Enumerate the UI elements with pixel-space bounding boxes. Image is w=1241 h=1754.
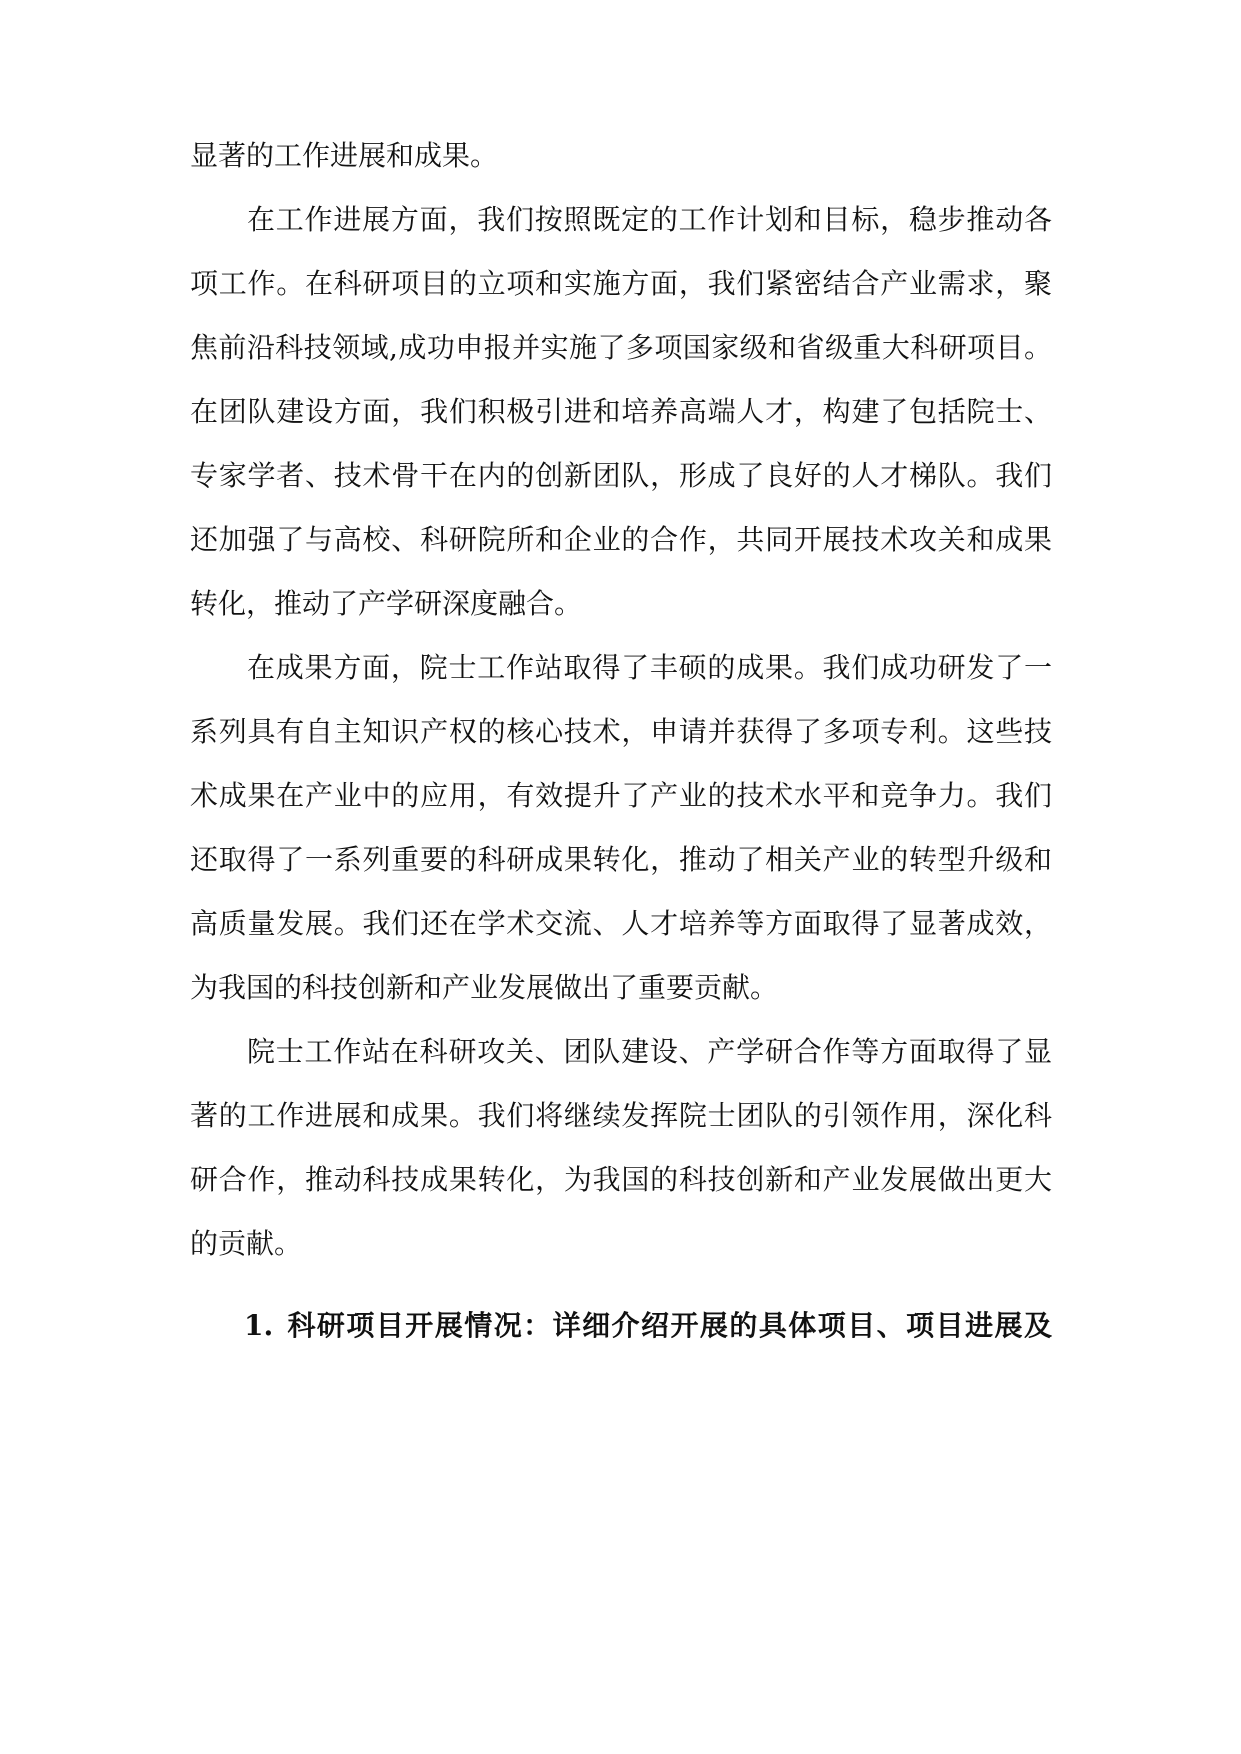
section-heading-text: 科研项目开展情况：详细介绍开展的具体项目、项目进展及 — [286, 1309, 1052, 1342]
paragraph-line: 的贡献。 — [190, 1227, 303, 1260]
paragraph-line: 还取得了一系列重要的科研成果转化，推动了相关产业的转型升级和 — [190, 843, 1052, 876]
paragraph-line: 专家学者、技术骨干在内的创新团队，形成了良好的人才梯队。我们 — [190, 459, 1052, 492]
paragraph-line: 在成果方面，院士工作站取得了丰硕的成果。我们成功研发了一 — [247, 651, 1052, 684]
paragraph-line: 术成果在产业中的应用，有效提升了产业的技术水平和竞争力。我们 — [190, 779, 1052, 812]
paragraph-line: 研合作，推动科技成果转化，为我国的科技创新和产业发展做出更大 — [190, 1163, 1052, 1196]
paragraph-line: 系列具有自主知识产权的核心技术，申请并获得了多项专利。这些技 — [190, 715, 1052, 748]
paragraph-line: 院士工作站在科研攻关、团队建设、产学研合作等方面取得了显 — [247, 1035, 1052, 1068]
paragraph-line: 著的工作进展和成果。我们将继续发挥院士团队的引领作用，深化科 — [190, 1099, 1052, 1132]
paragraph-line: 显著的工作进展和成果。 — [190, 139, 499, 172]
section-heading-number: 1. — [244, 1309, 274, 1342]
paragraph-line: 焦前沿科技领域,成功申报并实施了多项国家级和省级重大科研项目。 — [190, 331, 1052, 364]
paragraph-line: 高质量发展。我们还在学术交流、人才培养等方面取得了显著成效， — [190, 907, 1052, 940]
paragraph-line: 转化，推动了产学研深度融合。 — [190, 587, 583, 620]
paragraph-line: 还加强了与高校、科研院所和企业的合作，共同开展技术攻关和成果 — [190, 523, 1052, 556]
paragraph-line: 在团队建设方面，我们积极引进和培养高端人才，构建了包括院士、 — [190, 395, 1052, 428]
paragraph-line: 项工作。在科研项目的立项和实施方面，我们紧密结合产业需求，聚 — [190, 267, 1052, 300]
paragraph-line: 为我国的科技创新和产业发展做出了重要贡献。 — [190, 971, 779, 1004]
section-heading — [244, 1306, 1052, 1346]
paragraph-line: 在工作进展方面，我们按照既定的工作计划和目标，稳步推动各 — [247, 203, 1052, 236]
